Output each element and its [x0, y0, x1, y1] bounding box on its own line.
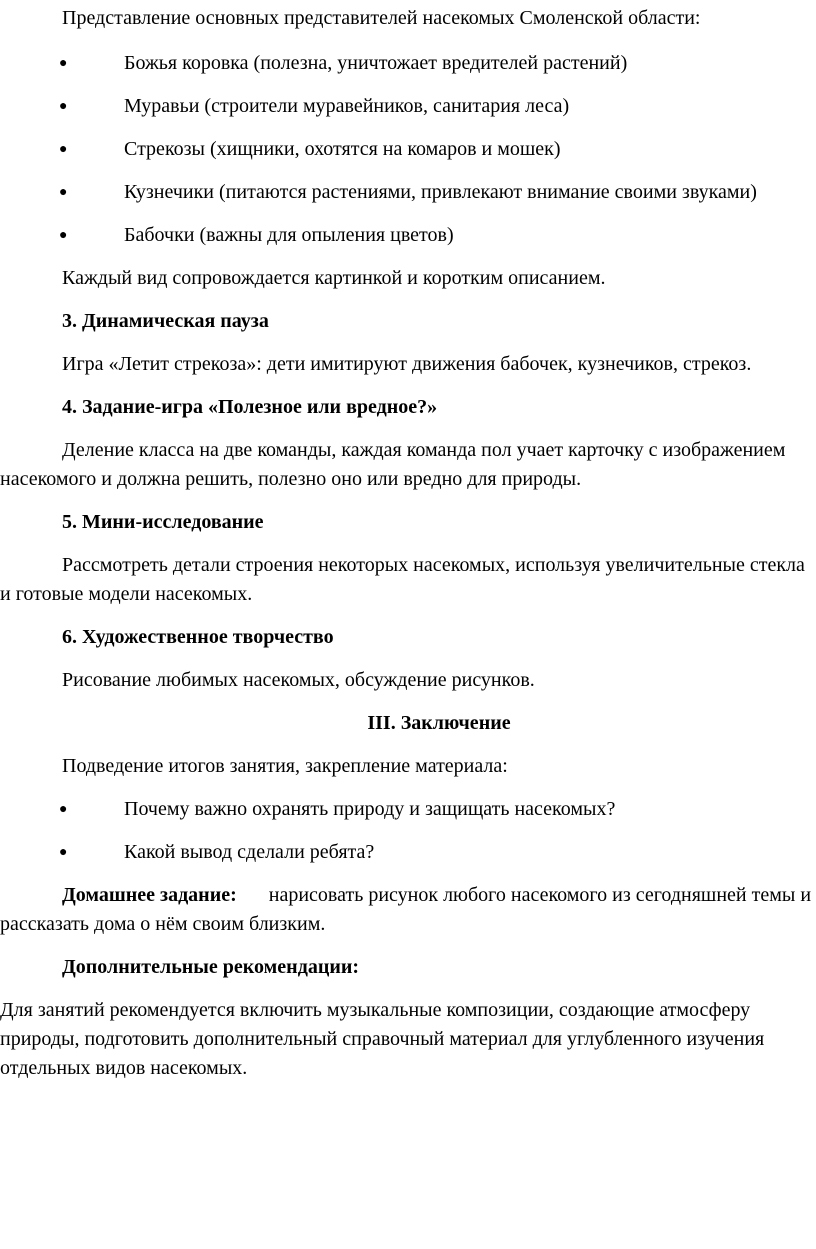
list-item — [0, 92, 816, 121]
section5-text: Рассмотреть детали строения некоторых насекомых, используя увеличительные стекла и готовые модели насекомых. — [0, 554, 805, 605]
intro-paragraph: Представление основных представителей насекомых Смоленской области: — [62, 7, 701, 29]
list-item-text: Какой вывод сделали ребята? — [124, 841, 375, 863]
list-item — [0, 221, 816, 250]
insect-list — [0, 49, 816, 250]
bullet-icon: ● — [59, 185, 68, 200]
list-item — [0, 178, 816, 207]
section5-heading: 5. Мини-исследование — [62, 511, 264, 533]
bullet-icon: ● — [59, 228, 68, 243]
bullet-icon: ● — [59, 99, 68, 114]
list-item-text: Кузнечики (питаются растениями, привлекают внимание своими звуками) — [124, 181, 757, 203]
list-item-text: Почему важно охранять природу и защищать насекомых? — [124, 798, 616, 820]
list-item-text: Муравьи (строители муравейников, санитария леса) — [124, 95, 570, 117]
bullet-icon: ● — [59, 845, 68, 860]
section3-text: Игра «Летит стрекоза»: дети имитируют движения бабочек, кузнечиков, стрекоз. — [62, 353, 752, 375]
section3-heading: 3. Динамическая пауза — [62, 310, 269, 332]
bullet-icon: ● — [59, 142, 68, 157]
list-item — [0, 838, 816, 867]
list-item-text: Стрекозы (хищники, охотятся на комаров и мошек) — [124, 138, 561, 160]
list-item — [0, 135, 816, 164]
section4-text: Деление класса на две команды, каждая команда пол учает карточку с изображением насекомого и должна решить, полезно оно или вредно для природы. — [0, 439, 786, 490]
list-item-text: Бабочки (важны для опыления цветов) — [124, 224, 454, 246]
bullet-icon: ● — [59, 802, 68, 817]
conclusion-intro: Подведение итогов занятия, закрепление материала: — [62, 755, 508, 777]
recommendations-text: Для занятий рекомендуется включить музыкальные композиции, создающие атмосферу природы, подготовить дополнительный справочный материал для углубленного изучения отдельных видов насекомых. — [0, 999, 765, 1079]
homework-paragraph — [0, 881, 816, 939]
homework-text: нарисовать рисунок любого насекомого из сегодняшней темы и рассказать дома о нём своим близким. — [0, 884, 812, 935]
homework-label: Домашнее задание: — [62, 884, 237, 906]
question-list — [0, 795, 816, 867]
section4-heading: 4. Задание-игра «Полезное или вредное?» — [62, 396, 438, 418]
section6-heading: 6. Художественное творчество — [62, 626, 334, 648]
insects-note: Каждый вид сопровождается картинкой и коротким описанием. — [62, 267, 606, 289]
list-item — [0, 49, 816, 78]
conclusion-heading: III. Заключение — [367, 712, 511, 734]
list-item-text: Божья коровка (полезна, уничтожает вредителей растений) — [124, 52, 628, 74]
section6-text: Рисование любимых насекомых, обсуждение рисунков. — [62, 669, 535, 691]
bullet-icon: ● — [59, 56, 68, 71]
list-item — [0, 795, 816, 824]
recommendations-heading: Дополнительные рекомендации: — [62, 956, 360, 978]
